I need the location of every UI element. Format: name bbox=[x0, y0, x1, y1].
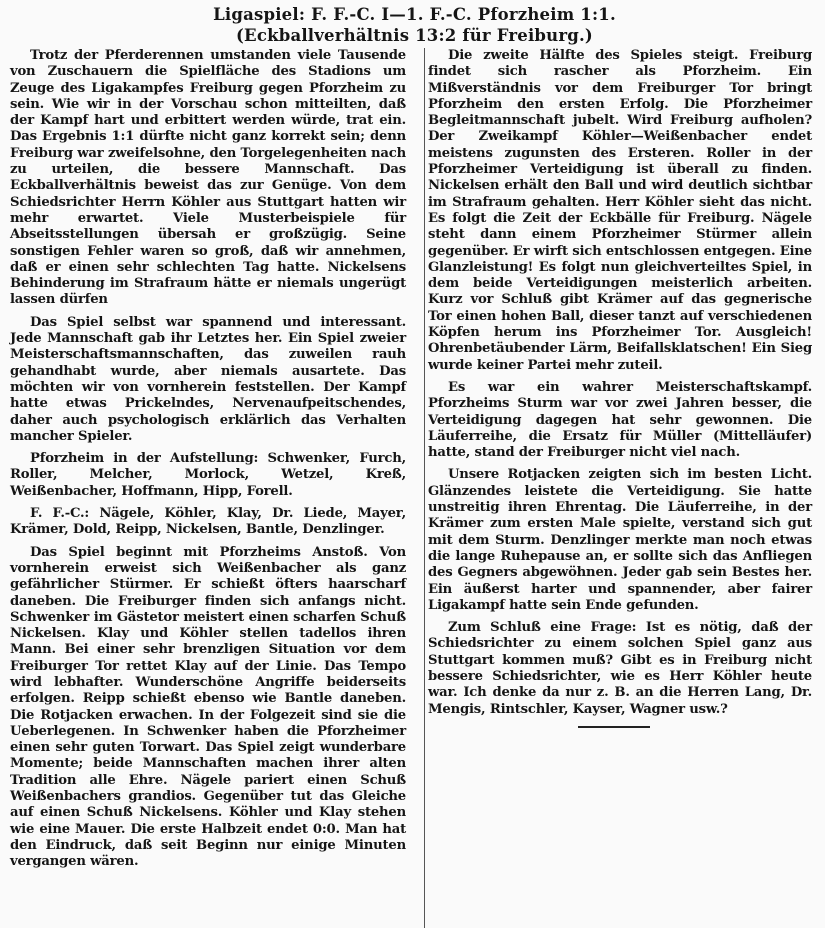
headline: Ligaspiel: F. F.-C. I—1. F.-C. Pforzheim 1:1. bbox=[213, 5, 616, 24]
paragraph: Die zweite Hälfte des Spieles steigt. Freiburg findet sich rascher als Pforzheim. Ein Mißverständnis vor dem Freiburger Tor bringt Pforzheim den ersten Erfolg. Die Pforzheimer Begleitmannschaft jubelt. Wird Freiburg aufholen? Der Zweikampf Köhler—Weißenbacher endet meistens zugunsten des Ersteren. Roller in der Pforzheimer Verteidigung ist überall zu finden. Nickelsen erhält den Ball und wird deutlich sichtbar im Strafraum gehalten. Herr Köhler sieht das nicht. Es folgt die Zeit der Eckbälle für Freiburg. Nägele steht dann einem Pforzheimer Stürmer allein gegenüber. Er wirft sich entschlossen entgegen. Eine Glanzleistung! Es folgt nun gleichverteiltes Spiel, in dem beide Verteidigungen meisterlich arbeiten. Kurz vor Schluß gibt Krämer auf das gegnerische Tor einen hohen Ball, dieser tanzt auf verschiedenen Köpfen herum ins Pforzheimer Tor. Ausgleich! Ohrenbetäubender Lärm, Beifallsklatschen! Ein Sieg wurde keiner Partei mehr zuteil. bbox=[428, 48, 812, 373]
right-column bbox=[414, 48, 812, 877]
end-rule bbox=[578, 726, 650, 728]
paragraph: Unsere Rotjacken zeigten sich im besten Licht. Glänzendes leistete die Verteidigung. Sie hatte unstreitig ihren Ehrentag. Die Läuferreihe, in der Krämer zum ersten Male spielte, verstand sich gut mit dem Sturm. Denzlinger merkte man noch etwas die lange Ruhepause an, er sollte sich das Anfliegen des Gegners abgewöhnen. Jeder gab sein Bestes her. Ein äußerst harter und spannender, aber fairer Ligakampf hatte sein Ende gefunden. bbox=[428, 467, 812, 613]
paragraph: Trotz der Pferderennen umstanden viele Tausende von Zuschauern die Spielfläche des Stadions um Zeuge des Ligakampfes Freiburg gegen Pforzheim zu sein. Wie wir in der Vorschau schon mitteilten, daß der Kampf hart und erbittert werden würde, trat ein. Das Ergebnis 1:1 dürfte nicht ganz korrekt sein; denn Freiburg war zweifelsohne, den Torgelegenheiten nach zu urteilen, die bessere Mannschaft. Das Eckballverhältnis beweist das zur Genüge. Von dem Schiedsrichter Herrn Köhler aus Stuttgart hatten wir mehr erwartet. Viele Musterbeispiele für Abseitsstellungen übersah er großzügig. Seine sonstigen Fehler waren so groß, daß wir annehmen, daß er einen sehr schlechten Tag hatte. Nickelsens Behinderung im Strafraum hätte er niemals ungerügt lassen dürfen bbox=[10, 48, 406, 308]
paragraph: Das Spiel selbst war spannend und interessant. Jede Mannschaft gab ihr Letztes her. Ein Spiel zweier Meisterschaftsmannschaften, das zuweilen rauh gehandhabt wurde, aber niemals ausartete. Das möchten wir von vornherein feststellen. Der Kampf hatte etwas Prickelndes, Nervenaufpeitschendes, daher auch psychologisch erklärlich das Verhalten mancher Spieler. bbox=[10, 314, 406, 444]
left-column bbox=[10, 48, 414, 877]
paragraph: Es war ein wahrer Meisterschaftskampf. Pforzheims Sturm war vor zwei Jahren besser, die Verteidigung dagegen hat sehr gewonnen. Die Läuferreihe, die Ersatz für Müller (Mittelläufer) hatte, stand der Freiburger nicht viel nach. bbox=[428, 379, 812, 461]
paragraph: Das Spiel beginnt mit Pforzheims Anstoß. Von vornherein erweist sich Weißenbacher als ganz gefährlicher Stürmer. Er schießt öfters haarscharf daneben. Die Freiburger finden sich anfangs nicht. Schwenker im Gästetor meistert einen scharfen Schuß Nickelsen. Klay und Köhler stellen tadellos ihren Mann. Bei einer sehr brenzligen Situation vor dem Freiburger Tor rettet Klay auf der Linie. Das Tempo wird lebhafter. Wunderschöne Angriffe beiderseits erfolgen. Reipp schießt ebenso wie Bantle daneben. Die Rotjacken erwachen. In der Folgezeit sind sie die Ueberlegenen. In Schwenker haben die Pforzheimer einen sehr guten Torwart. Das Spiel zeigt wunderbare Momente; beide Mannschaften machen ihrer alten Tradition alle Ehre. Nägele pariert einen Schuß Weißenbachers grandios. Gegenüber tut das Gleiche auf einen Schuß Nickelsens. Köhler und Klay stehen wie eine Mauer. Die erste Halbzeit endet 0:0. Man hat den Eindruck, daß seit Beginn nur einige Minuten vergangen wären. bbox=[10, 544, 406, 870]
column-divider bbox=[424, 48, 425, 928]
subheadline: (Eckballverhältnis 13:2 für Freiburg.) bbox=[236, 26, 593, 45]
paragraph: Pforzheim in der Aufstellung: Schwenker, Furch, Roller, Melcher, Morlock, Wetzel, Kreß, Weißenbacher, Hoffmann, Hipp, Forell. bbox=[10, 451, 406, 499]
paragraph: Zum Schluß eine Frage: Ist es nötig, daß der Schiedsrichter zu einem solchen Spiel ganz aus Stuttgart kommen muß? Gibt es in Freiburg nicht bessere Schiedsrichter, wie es Herr Köhler heute war. Ich denke da nur z. B. an die Herren Lang, Dr. Mengis, Rintschler, Kayser, Wagner usw.? bbox=[428, 620, 812, 717]
paragraph: F. F.-C.: Nägele, Köhler, Klay, Dr. Liede, Mayer, Krämer, Dold, Reipp, Nickelsen, Bantle, Denzlinger. bbox=[10, 506, 406, 538]
article-columns bbox=[10, 48, 819, 877]
